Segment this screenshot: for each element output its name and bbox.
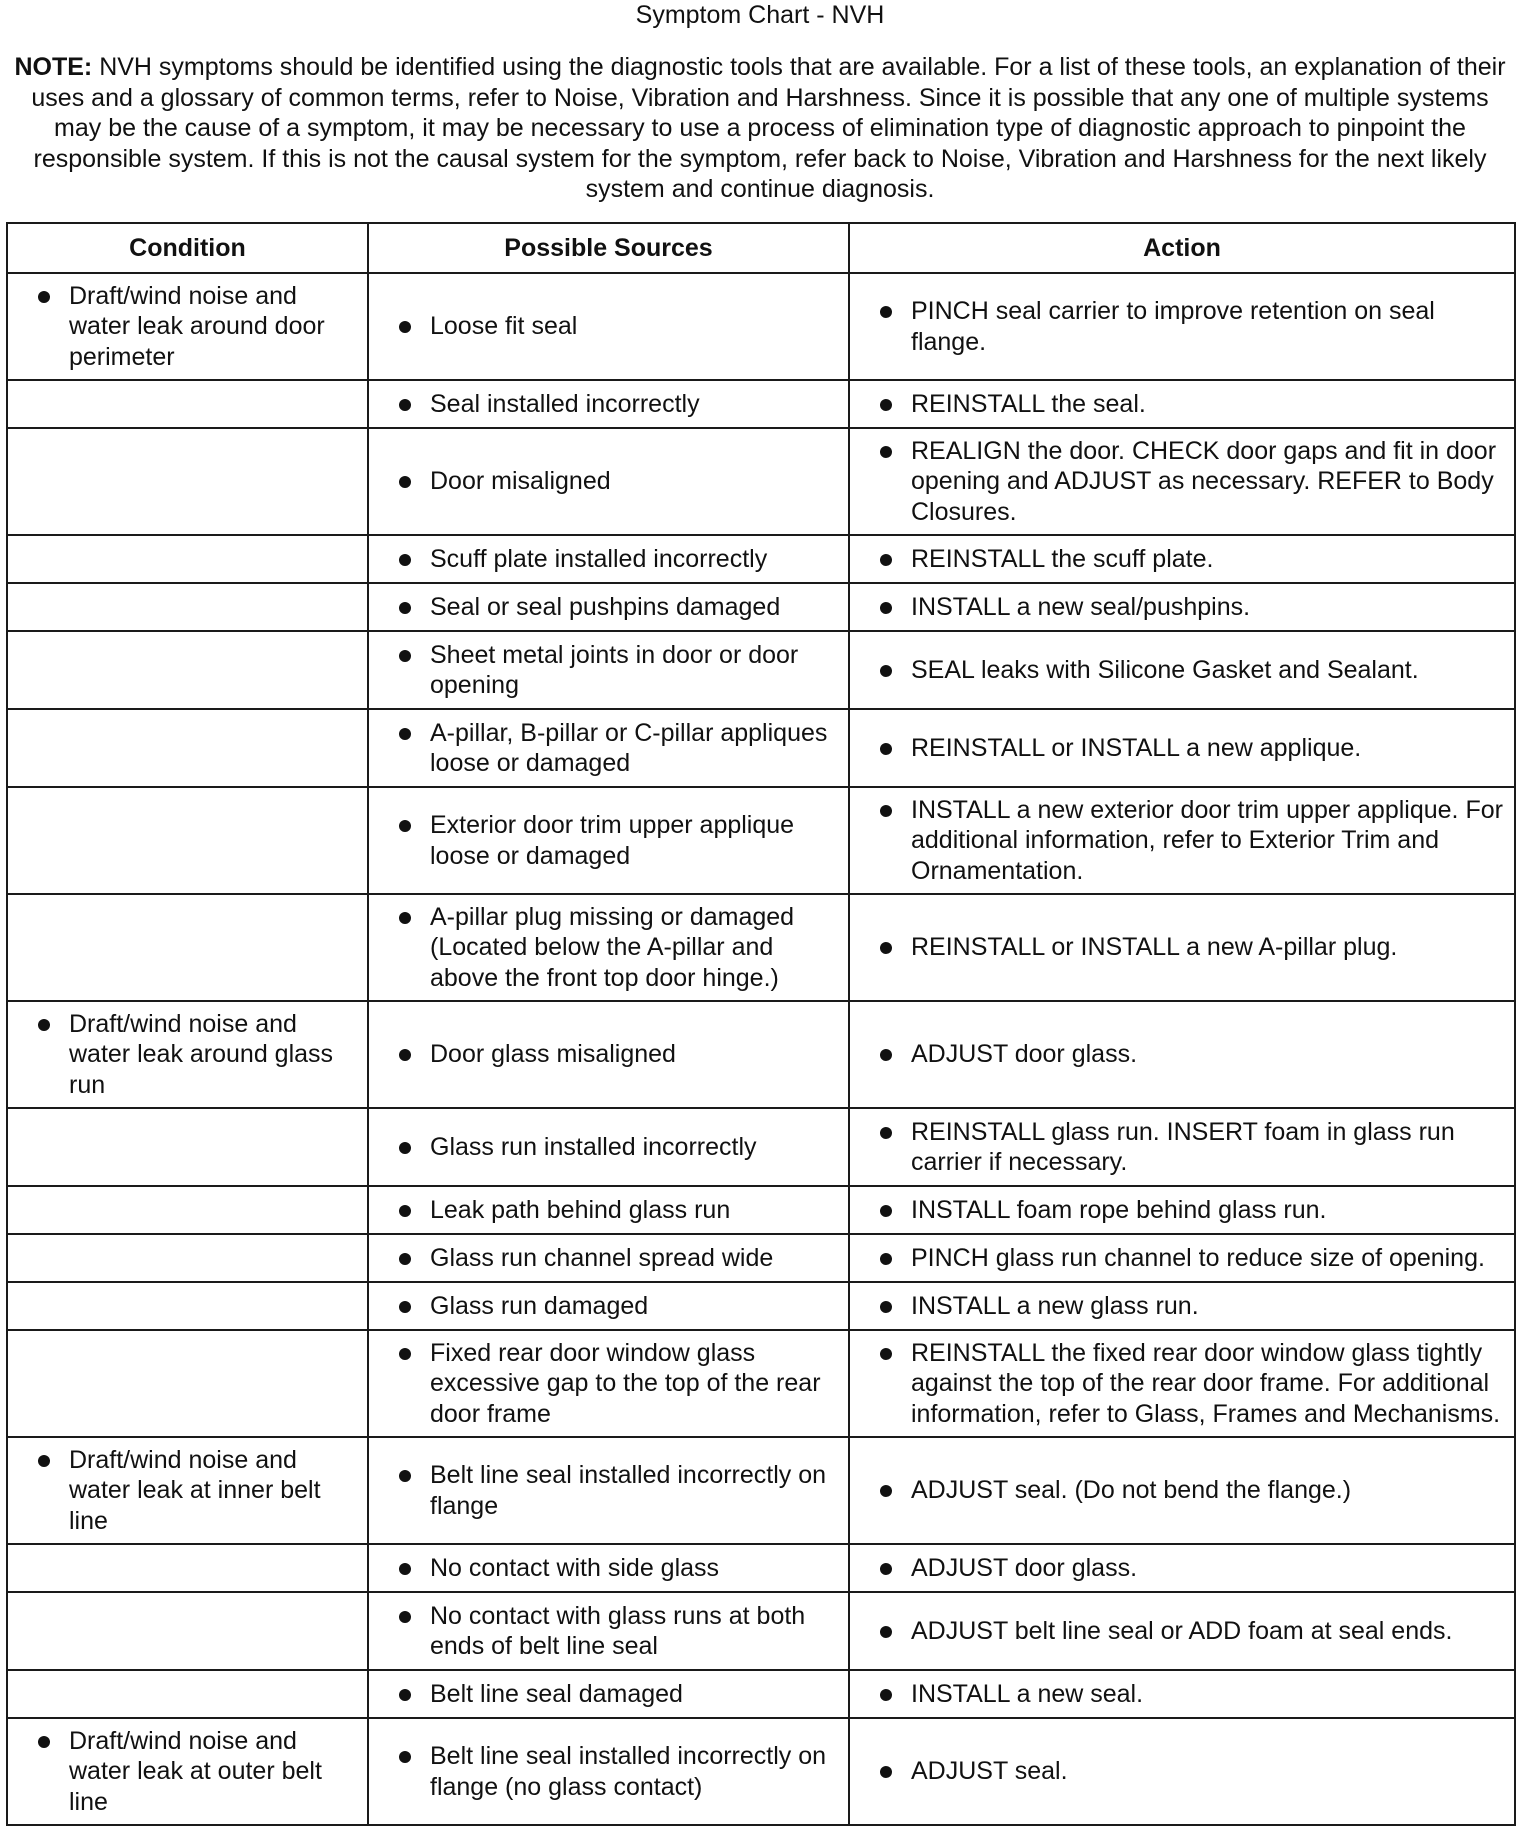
action-cell: [849, 428, 1515, 535]
action-text: REINSTALL the fixed rear door window glass tightly against the top of the rear door frame. For additional information, refer to Glass, Frames and Mechanisms.: [911, 1338, 1501, 1428]
source-text: Door misaligned: [430, 467, 611, 496]
bullet-icon: [399, 1348, 411, 1360]
source-text: Seal installed incorrectly: [430, 389, 700, 418]
bullet-icon: [399, 650, 411, 662]
possible-source-cell: [368, 428, 849, 535]
condition-text: Draft/wind noise and water leak at outer belt line: [69, 1726, 322, 1816]
source-text: Exterior door trim upper applique loose or damaged: [430, 811, 795, 870]
bullet-icon: [880, 1689, 892, 1701]
bullet-item: [850, 1469, 1514, 1512]
source-text: Seal or seal pushpins damaged: [430, 592, 781, 621]
condition-cell: [7, 709, 368, 787]
condition-text: Draft/wind noise and water leak at inner belt line: [69, 1445, 321, 1535]
bullet-item: [850, 586, 1514, 629]
bullet-item: [369, 1595, 848, 1668]
bullet-item: [369, 1237, 848, 1280]
action-cell: [849, 1234, 1515, 1282]
bullet-icon: [880, 1626, 892, 1638]
action-cell: [849, 535, 1515, 583]
source-text: Belt line seal damaged: [430, 1679, 683, 1708]
bullet-icon: [399, 1689, 411, 1701]
condition-cell: [7, 273, 368, 380]
condition-cell: [7, 1437, 368, 1544]
bullet-icon: [880, 805, 892, 817]
action-cell: [849, 631, 1515, 709]
bullet-item: [850, 1285, 1514, 1328]
action-text: INSTALL a new glass run.: [911, 1291, 1199, 1320]
bullet-item: [369, 1189, 848, 1232]
table-row: [7, 535, 1515, 583]
source-text: Glass run channel spread wide: [430, 1243, 774, 1272]
condition-cell: [7, 1108, 368, 1186]
action-cell: [849, 894, 1515, 1001]
source-text: Door glass misaligned: [430, 1040, 676, 1069]
possible-source-cell: [368, 535, 849, 583]
possible-source-cell: [368, 1670, 849, 1718]
source-text: No contact with side glass: [430, 1553, 720, 1582]
bullet-icon: [399, 476, 411, 488]
bullet-icon: [38, 1019, 50, 1031]
action-text: INSTALL foam rope behind glass run.: [911, 1195, 1327, 1224]
bullet-item: [8, 1003, 367, 1107]
note-text: NVH symptoms should be identified using the diagnostic tools that are available. For a list of these tools, an explanation of their uses and a glossary of common terms, refer to Noise, Vibration and Harshness. Since it is possible that any one of multiple systems may be the cause of a symptom, it may be necessary to use a process of elimination type of diagnostic approach to pinpoint the responsible system. If this is not the causal system for the symptom, refer back to Noise, Vibration and Harshness for the next likely system and continue diagnosis.: [31, 53, 1506, 203]
bullet-icon: [399, 1049, 411, 1061]
action-text: REINSTALL the scuff plate.: [911, 544, 1214, 573]
bullet-item: [850, 649, 1514, 692]
table-row: [7, 1330, 1515, 1437]
source-text: Belt line seal installed incorrectly on flange: [430, 1461, 827, 1520]
condition-cell: [7, 894, 368, 1001]
condition-cell: [7, 1330, 368, 1437]
table-row: [7, 631, 1515, 709]
bullet-item: [850, 1189, 1514, 1232]
condition-cell: [7, 1718, 368, 1825]
note-paragraph: [10, 52, 1510, 205]
action-text: ADJUST seal. (Do not bend the flange.): [911, 1476, 1352, 1505]
action-text: REINSTALL or INSTALL a new A-pillar plug.: [911, 933, 1398, 962]
bullet-item: [369, 538, 848, 581]
action-cell: [849, 787, 1515, 894]
bullet-item: [369, 1285, 848, 1328]
action-text: ADJUST belt line seal or ADD foam at seal ends.: [911, 1616, 1453, 1645]
table-row: [7, 1544, 1515, 1592]
bullet-icon: [399, 1470, 411, 1482]
source-text: Fixed rear door window glass excessive gap to the top of the rear door frame: [430, 1338, 821, 1428]
bullet-item: [850, 1332, 1514, 1436]
bullet-icon: [880, 1485, 892, 1497]
action-text: SEAL leaks with Silicone Gasket and Sealant.: [911, 655, 1419, 684]
column-header-possible-sources: Possible Sources: [368, 223, 849, 273]
bullet-item: [369, 305, 848, 348]
bullet-item: [8, 275, 367, 379]
action-text: ADJUST seal.: [911, 1757, 1068, 1786]
bullet-item: [369, 1735, 848, 1808]
action-text: REINSTALL the seal.: [911, 389, 1146, 418]
bullet-item: [369, 1454, 848, 1527]
bullet-icon: [399, 728, 411, 740]
table-row: [7, 1282, 1515, 1330]
bullet-item: [8, 1439, 367, 1543]
bullet-icon: [399, 1611, 411, 1623]
bullet-item: [850, 1750, 1514, 1793]
bullet-icon: [399, 912, 411, 924]
bullet-item: [850, 1111, 1514, 1184]
bullet-item: [850, 383, 1514, 426]
table-row: [7, 1670, 1515, 1718]
bullet-item: [369, 1126, 848, 1169]
bullet-item: [850, 1610, 1514, 1653]
bullet-item: [369, 1547, 848, 1590]
bullet-item: [850, 538, 1514, 581]
table-row: [7, 428, 1515, 535]
bullet-item: [850, 926, 1514, 969]
bullet-icon: [399, 1751, 411, 1763]
action-text: ADJUST door glass.: [911, 1553, 1138, 1582]
action-cell: [849, 273, 1515, 380]
action-cell: [849, 709, 1515, 787]
action-cell: [849, 1592, 1515, 1670]
action-cell: [849, 583, 1515, 631]
bullet-item: [369, 1673, 848, 1716]
source-text: Loose fit seal: [430, 312, 578, 341]
bullet-icon: [399, 820, 411, 832]
bullet-item: [850, 430, 1514, 534]
bullet-icon: [399, 554, 411, 566]
table-row: [7, 1592, 1515, 1670]
action-cell: [849, 380, 1515, 428]
table-row: [7, 1437, 1515, 1544]
bullet-item: [8, 1720, 367, 1824]
possible-source-cell: [368, 1330, 849, 1437]
bullet-icon: [880, 554, 892, 566]
possible-source-cell: [368, 787, 849, 894]
bullet-icon: [880, 399, 892, 411]
condition-cell: [7, 535, 368, 583]
condition-cell: [7, 1282, 368, 1330]
table-header-row: [7, 223, 1515, 273]
action-text: INSTALL a new seal.: [911, 1679, 1144, 1708]
source-text: No contact with glass runs at both ends of belt line seal: [430, 1601, 806, 1660]
table-row: [7, 709, 1515, 787]
action-text: ADJUST door glass.: [911, 1040, 1138, 1069]
table-row: [7, 273, 1515, 380]
action-cell: [849, 1437, 1515, 1544]
possible-source-cell: [368, 1544, 849, 1592]
possible-source-cell: [368, 1437, 849, 1544]
source-text: Belt line seal installed incorrectly on flange (no glass contact): [430, 1742, 827, 1801]
condition-cell: [7, 1001, 368, 1108]
bullet-icon: [880, 602, 892, 614]
condition-text: Draft/wind noise and water leak around door perimeter: [69, 281, 325, 371]
bullet-item: [850, 1547, 1514, 1590]
condition-cell: [7, 380, 368, 428]
bullet-item: [369, 896, 848, 1000]
possible-source-cell: [368, 273, 849, 380]
table-row: [7, 1001, 1515, 1108]
action-cell: [849, 1282, 1515, 1330]
bullet-item: [850, 1237, 1514, 1280]
condition-cell: [7, 583, 368, 631]
bullet-icon: [399, 1142, 411, 1154]
bullet-item: [850, 290, 1514, 363]
action-text: REINSTALL or INSTALL a new applique.: [911, 733, 1362, 762]
possible-source-cell: [368, 380, 849, 428]
table-row: [7, 380, 1515, 428]
source-text: Leak path behind glass run: [430, 1195, 731, 1224]
bullet-item: [369, 383, 848, 426]
bullet-icon: [38, 1736, 50, 1748]
condition-text: Draft/wind noise and water leak around glass run: [69, 1009, 334, 1099]
bullet-icon: [880, 306, 892, 318]
bullet-icon: [399, 321, 411, 333]
bullet-item: [369, 586, 848, 629]
action-cell: [849, 1718, 1515, 1825]
note-label: NOTE:: [14, 53, 93, 81]
source-text: A-pillar plug missing or damaged (Located below the A-pillar and above the front top door hinge.): [430, 902, 795, 992]
condition-cell: [7, 787, 368, 894]
action-text: REINSTALL glass run. INSERT foam in glass run carrier if necessary.: [911, 1117, 1455, 1176]
condition-cell: [7, 1592, 368, 1670]
bullet-icon: [880, 942, 892, 954]
bullet-icon: [880, 1049, 892, 1061]
action-text: PINCH glass run channel to reduce size of opening.: [911, 1243, 1485, 1272]
action-text: REALIGN the door. CHECK door gaps and fit in door opening and ADJUST as necessary. REFER to Body Closures.: [911, 436, 1497, 526]
possible-source-cell: [368, 1282, 849, 1330]
bullet-item: [369, 712, 848, 785]
bullet-item: [850, 727, 1514, 770]
possible-source-cell: [368, 1592, 849, 1670]
source-text: Glass run damaged: [430, 1291, 649, 1320]
table-row: [7, 1186, 1515, 1234]
action-cell: [849, 1330, 1515, 1437]
possible-source-cell: [368, 631, 849, 709]
bullet-item: [850, 1673, 1514, 1716]
action-cell: [849, 1544, 1515, 1592]
bullet-item: [369, 1332, 848, 1436]
bullet-icon: [38, 1455, 50, 1467]
source-text: A-pillar, B-pillar or C-pillar appliques loose or damaged: [430, 718, 828, 777]
table-body: [7, 273, 1515, 1825]
bullet-icon: [880, 1127, 892, 1139]
bullet-icon: [880, 1301, 892, 1313]
column-header-action: Action: [849, 223, 1515, 273]
bullet-icon: [880, 446, 892, 458]
condition-cell: [7, 1234, 368, 1282]
possible-source-cell: [368, 583, 849, 631]
table-row: [7, 1718, 1515, 1825]
bullet-icon: [38, 291, 50, 303]
table-row: [7, 787, 1515, 894]
source-text: Scuff plate installed incorrectly: [430, 544, 768, 573]
condition-cell: [7, 631, 368, 709]
bullet-item: [369, 460, 848, 503]
bullet-icon: [880, 1563, 892, 1575]
table-row: [7, 583, 1515, 631]
action-text: INSTALL a new exterior door trim upper applique. For additional information, refer to Exterior Trim and Ornamentation.: [911, 795, 1503, 885]
possible-source-cell: [368, 1718, 849, 1825]
possible-source-cell: [368, 1234, 849, 1282]
action-cell: [849, 1108, 1515, 1186]
condition-cell: [7, 1544, 368, 1592]
action-cell: [849, 1001, 1515, 1108]
bullet-icon: [880, 743, 892, 755]
bullet-item: [369, 804, 848, 877]
bullet-icon: [399, 1563, 411, 1575]
source-text: Sheet metal joints in door or door opening: [430, 640, 799, 699]
page-title: Symptom Chart - NVH: [635, 1, 885, 29]
bullet-icon: [880, 1766, 892, 1778]
column-header-condition: Condition: [7, 223, 368, 273]
source-text: Glass run installed incorrectly: [430, 1132, 757, 1161]
possible-source-cell: [368, 1186, 849, 1234]
action-text: PINCH seal carrier to improve retention on seal flange.: [911, 297, 1435, 356]
possible-source-cell: [368, 1108, 849, 1186]
table-row: [7, 894, 1515, 1001]
possible-source-cell: [368, 894, 849, 1001]
bullet-item: [850, 1033, 1514, 1076]
bullet-item: [369, 1033, 848, 1076]
bullet-icon: [880, 1348, 892, 1360]
action-text: INSTALL a new seal/pushpins.: [911, 592, 1251, 621]
bullet-icon: [399, 1253, 411, 1265]
bullet-item: [369, 634, 848, 707]
condition-cell: [7, 1186, 368, 1234]
bullet-icon: [399, 1301, 411, 1313]
action-cell: [849, 1186, 1515, 1234]
condition-cell: [7, 1670, 368, 1718]
possible-source-cell: [368, 709, 849, 787]
bullet-item: [850, 789, 1514, 893]
table-row: [7, 1108, 1515, 1186]
action-cell: [849, 1670, 1515, 1718]
bullet-icon: [880, 665, 892, 677]
symptom-chart-table: [6, 222, 1516, 1826]
table-row: [7, 1234, 1515, 1282]
bullet-icon: [880, 1253, 892, 1265]
bullet-icon: [399, 602, 411, 614]
possible-source-cell: [368, 1001, 849, 1108]
bullet-icon: [399, 399, 411, 411]
condition-cell: [7, 428, 368, 535]
bullet-icon: [880, 1205, 892, 1217]
bullet-icon: [399, 1205, 411, 1217]
